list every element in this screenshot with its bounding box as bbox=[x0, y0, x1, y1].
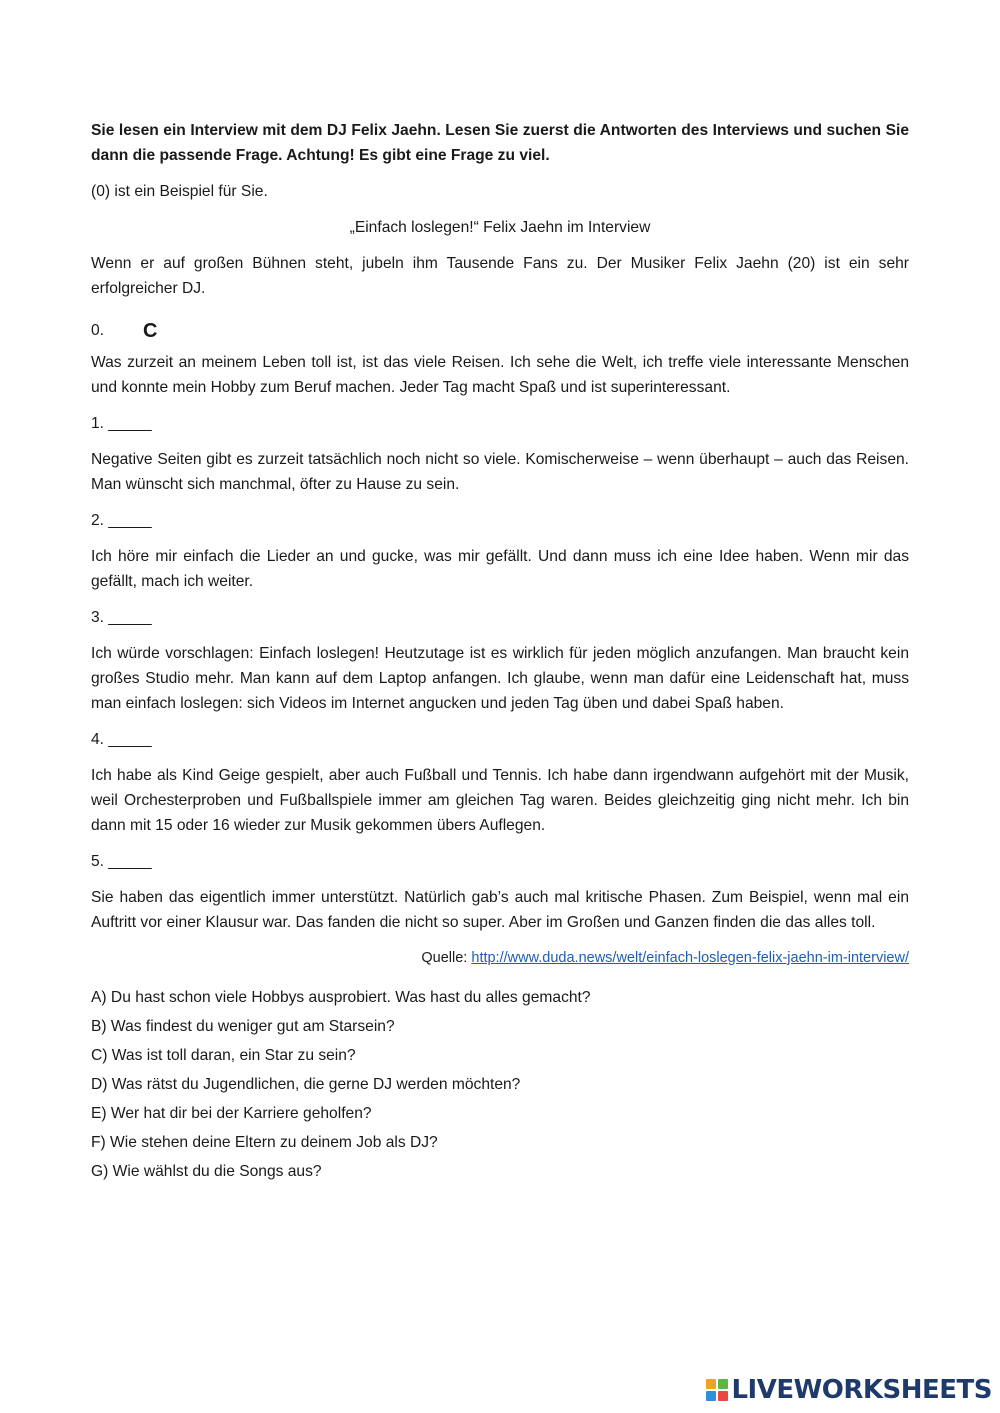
example-answer-letter: C bbox=[143, 320, 158, 342]
intro-paragraph: Wenn er auf großen Bühnen steht, jubeln ihm Tausende Fans zu. Der Musiker Felix Jaehn (20) ist ein sehr erfolgreicher DJ. bbox=[91, 255, 909, 297]
answer-paragraph-3: Ich würde vorschlagen: Einfach loslegen! Heutzutage ist es wirklich für jeden möglich anzufangen. Man braucht kein großes Studio mehr. Man kann auf dem Laptop anfangen. Ich glaube, wenn man dafür eine Leidenschaft hat, muss man einfach loslegen: sich Videos im Internet angucken und jeden Tag üben und dabei Spaß haben. bbox=[91, 645, 909, 712]
question-option-d: D) Was rätst du Jugendlichen, die gerne DJ werden möchten? bbox=[91, 1076, 521, 1093]
worksheet bbox=[91, 118, 909, 1188]
source-label: Quelle: bbox=[421, 950, 468, 966]
answer-paragraph-2: Ich höre mir einfach die Lieder an und gucke, was mir gefällt. Und dann muss ich eine Idee haben. Wenn mir das gefällt, mach ich weiter. bbox=[91, 548, 909, 590]
logo-square-3 bbox=[706, 1391, 716, 1401]
logo-square-1 bbox=[706, 1379, 716, 1389]
answer-5-number: 5. bbox=[91, 853, 105, 870]
answer-paragraph-4: Ich habe als Kind Geige gespielt, aber auch Fußball und Tennis. Ich habe dann irgendwann aufgehört mit der Musik, weil Orchesterproben und Fußballspiele immer am gleichen Tag waren. Beides gleichzeitig ging nicht mehr. Ich bin dann mit 15 oder 16 wieder zur Musik gekommen übers Auflegen. bbox=[91, 767, 909, 834]
example-row bbox=[91, 312, 909, 342]
logo-square-2 bbox=[718, 1379, 728, 1389]
answer-paragraph-5: Sie haben das eigentlich immer unterstützt. Natürlich gab’s auch mal kritische Phasen. Zum Beispiel, wenn mal ein Auftritt vor einer Klausur war. Das fanden die nicht so super. Aber im Großen und Ganzen finden die das alles toll. bbox=[91, 889, 909, 931]
source-line bbox=[91, 946, 909, 971]
instructions: Sie lesen ein Interview mit dem DJ Felix Jaehn. Lesen Sie zuerst die Antworten des Interviews und suchen Sie dann die passende Frage. Achtung! Es gibt eine Frage zu viel. bbox=[91, 122, 909, 164]
answer-paragraph-0: Was zurzeit an meinem Leben toll ist, ist das viele Reisen. Ich sehe die Welt, ich treffe viele interessante Menschen und konnte mein Hobby zum Beruf machen. Jeder Tag macht Spaß und ist superinteressant. bbox=[91, 354, 909, 396]
answer-1-number: 1. bbox=[91, 415, 105, 432]
question-option-f: F) Wie stehen deine Eltern zu deinem Job als DJ? bbox=[91, 1134, 438, 1151]
answer-3-number-row bbox=[91, 605, 909, 630]
answer-4-blank[interactable]: _____ bbox=[108, 731, 152, 748]
question-option-e: E) Wer hat dir bei der Karriere geholfen? bbox=[91, 1105, 372, 1122]
question-option-a: A) Du hast schon viele Hobbys ausprobiert. Was hast du alles gemacht? bbox=[91, 989, 591, 1006]
answer-1-blank[interactable]: _____ bbox=[108, 415, 152, 432]
answer-5-blank[interactable]: _____ bbox=[108, 853, 152, 870]
source-link[interactable]: http://www.duda.news/welt/einfach-loslegen-felix-jaehn-im-interview/ bbox=[471, 950, 909, 966]
question-option-b: B) Was findest du weniger gut am Starsein? bbox=[91, 1018, 395, 1035]
liveworksheets-logo-icon bbox=[706, 1379, 728, 1401]
answer-3-blank[interactable]: _____ bbox=[108, 609, 152, 626]
question-option-c: C) Was ist toll daran, ein Star zu sein? bbox=[91, 1047, 356, 1064]
example-note: (0) ist ein Beispiel für Sie. bbox=[91, 183, 268, 200]
answer-4-number-row bbox=[91, 727, 909, 752]
answer-paragraph-1: Negative Seiten gibt es zurzeit tatsächlich noch nicht so viele. Komischerweise – wenn überhaupt – auch das Reisen. Man wünscht sich manchmal, öfter zu Hause zu sein. bbox=[91, 451, 909, 493]
question-option-g: G) Wie wählst du die Songs aus? bbox=[91, 1163, 322, 1180]
answer-5-number-row bbox=[91, 849, 909, 874]
liveworksheets-logo bbox=[706, 1375, 992, 1405]
answer-4-number: 4. bbox=[91, 731, 105, 748]
answer-2-blank[interactable]: _____ bbox=[108, 512, 152, 529]
article-title: „Einfach loslegen!“ Felix Jaehn im Interview bbox=[349, 219, 651, 236]
answer-2-number: 2. bbox=[91, 512, 105, 529]
liveworksheets-logo-text: LIVEWORKSHEETS bbox=[731, 1375, 992, 1405]
example-number: 0. bbox=[91, 322, 105, 339]
answer-2-number-row bbox=[91, 508, 909, 533]
logo-square-4 bbox=[718, 1391, 728, 1401]
answer-1-number-row bbox=[91, 411, 909, 436]
answer-3-number: 3. bbox=[91, 609, 105, 626]
